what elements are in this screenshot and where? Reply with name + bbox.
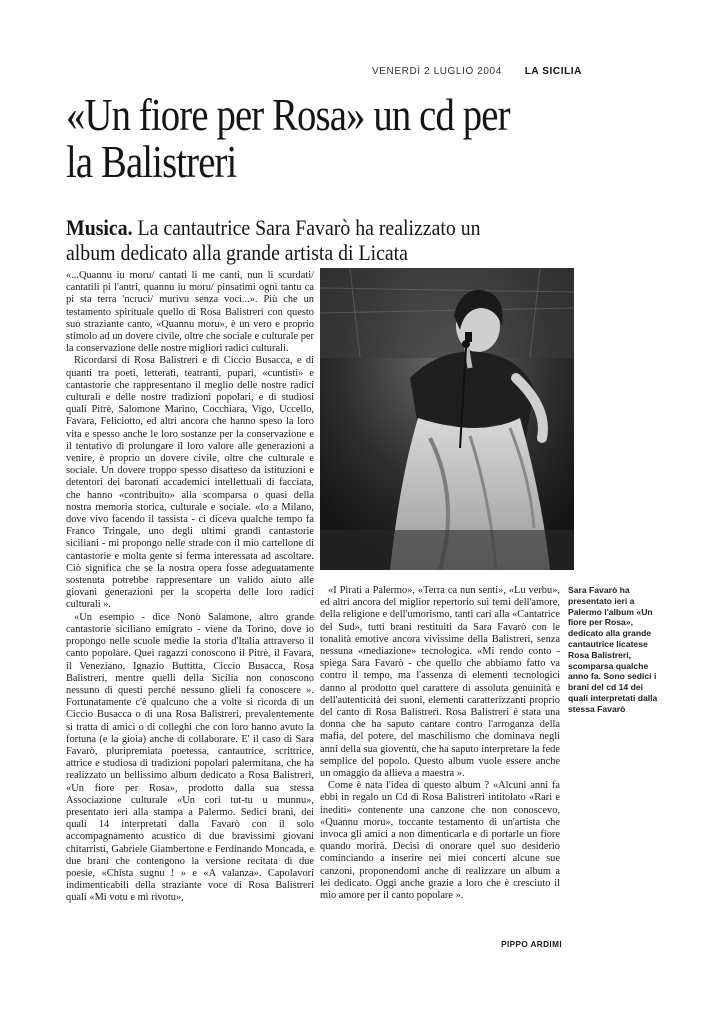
- article-column-middle: [320, 585, 560, 902]
- article-title: «Un fiore per Rosa» un cd per la Balistreri: [66, 90, 510, 187]
- newspaper-name: LA SICILIA: [524, 66, 582, 77]
- article-subtitle: [66, 215, 534, 265]
- author-signature: PIPPO ARDIMI: [501, 940, 562, 949]
- singer-photo: [320, 268, 574, 570]
- article-column-left: [66, 270, 314, 905]
- issue-date: VENERDÌ 2 LUGLIO 2004: [372, 66, 502, 77]
- paragraph: «I Pirati a Palermo», «Terra ca nun senti», «Lu verbu», ed altri ancora del miglior repertorio sui temi dell'amore, della religione e dell'umorismo, tanti cari alla «Cantatrice del Sud», tutti brani restituiti da Sara Favarò con le tonalità emotive ancora vivissime della Balistreri, senza nessuna «mediazione» tecnologica. «Mi rendo conto - spiega Sara Favarò - che quello che abbiamo fatto va contro il tempo, ma l'assenza di elementi tecnologici danno al prodotto quel carattere di assoluta genuinità e dell'autenticità dei suoni, elementi caratterizzanti proprio del canto di Rosa Balistreri. Rosa Balistreri è stata una donna che ha saputo cantare contro l'arroganza della mafia, del potere, del maschilismo che dominava negli anni della sua gioventù, che ha saputo interpretare la fede semplice del popolo. Questo album vuole essere anche un omaggio da allieva a maestra ».: [320, 585, 560, 780]
- paragraph: Ricordarsi di Rosa Balistreri e di Ciccio Busacca, e di quanti tra poeti, letterati, teatranti, pupari, «cuntisti» e cantastorie che rappresentano il meglio delle nostre radici culturali e delle nostre tradizioni popolari, e di studiosi quali Pitrè, Salomone Marino, Cocchiara, Vigo, Uccello, Favara, Feliciotto, ed altri ancora che hanno speso la loro vita e spesso anche le loro sostanze per la conservazione e il tentativo di prolungare il loro valore alle generazioni a venire, è proprio un dovere civile, oltre che culturale e sociale. Un dovere troppo spesso disatteso da istituzioni e detentori dei baronati accademici intellettuali di facciata, che hanno «contribuito» alla scomparsa o quasi della nostra memoria storica, culturale e sociale. «Io a Milano, dove vivo facendo il tassista - ci diceva qualche tempo fa Franco Tringale, uno degli ultimi grandi cantastorie siciliani - mi propongo nelle strade con il mio cartellone di cantastorie e molta gente si ferma interessata ad ascoltare. Ciò significa che se la nostra opera fosse adeguatamente sostenuta potrebbe rappresentare un valido aiuto alle giovani generazioni per la scoperta delle loro radici culturali ».: [66, 355, 314, 611]
- photo-caption: Sara Favarò ha presentato ieri a Palermo l'album «Un fiore per Rosa», dedicato alla grande cantautrice licatese Rosa Balistreri, scomparsa qualche anno fa. Sono sedici i brani del cd 14 dei quali interpretati dalla stessa Favarò: [568, 585, 658, 714]
- paragraph: «Un esempio - dice Nonò Salamone, altro grande cantastorie siciliano emigrato - viene da Torino, dove io propongo nelle scuole medie la storia d'Italia attraverso il canto popolare. Quei ragazzi conoscono il Pitrè, il Favara, il Veneziano, Ignazio Buttitta, Ciccio Busacca, Rosa Balistreri, mentre quelli della Sicilia non conoscono nessuno di questi perché nessuno glieli fa conoscere ». Fortunatamente c'è qualcuno che a volte si ricorda di un Ciccio Busacca o di una Rosa Balistreri, prevalentemente si tratta di amici o di colleghi che con loro hanno avuto la fortuna (e la gioia) anche di collaborare. E' il caso di Sara Favarò, pluripremiata poetessa, cantautrice, scrittrice, attrice e studiosa di tradizioni popolari palermitana, che ha realizzato un bellissimo album dedicato a Rosa Balistreri, «Un fiore per Rosa», prodotto dalla sua stessa Associazione culturale «Un cori tut-tu u munnu», presentato ieri alla stampa a Palermo. Sedici brani, dei quali 14 interpretati dalla Favarò con il solo accompagnamento acustico di due bravissimi giovani chitarristi, Gabriele Giambertone e Ferdinando Moncada, e due brani che contengono la versione recitata di due poesie, «Chista sugnu ! » e «A valanza». Capolavori indimenticabili della straziante voce di Rosa Balistreri quali «Mi votu e mi rivotu»,: [66, 611, 314, 904]
- page-header: [372, 66, 582, 80]
- subtitle-kicker: Musica.: [66, 215, 133, 240]
- paragraph: «...Quannu iu moru/ cantati li me canti, nun li scurdati/ cantatili pi l'antri, quannu iu moru/ pinsatimi ogni tantu ca pi sta terra 'ncruci/ murivu senza voci...». Più che un testamento spirituale quello di Rosa Balistreri con questo suo straziante canto, «Quannu moru», è un vero e proprio stimolo ad un dovere civile, oltre che sociale e culturale per la conservazione delle nostre migliori radici culturali.: [66, 270, 314, 355]
- performance-photo-illustration: [320, 268, 574, 570]
- subtitle-text: La cantautrice Sara Favarò ha realizzato un album dedicato alla grande artista di Licata: [66, 215, 481, 265]
- paragraph: Come è nata l'idea di questo album ? «Alcuni anni fa ebbi in regalo un Cd di Rosa Balistreri intitolato «Rari e inediti» contenente una canzone che non conoscevo, «Quannu moru», toccante testamento di un'artista che invoca gli amici a non dimenticarla e di portarle un fiore quando morirà. Decisi di onorare quel suo desiderio cominciando a inserire nei miei concerti alcune sue canzoni, proponendomi anche di realizzare un album a lei dedicato. Oggi anche grazie a loro che è cresciuto il mio amore per il canto popolare ».: [320, 780, 560, 902]
